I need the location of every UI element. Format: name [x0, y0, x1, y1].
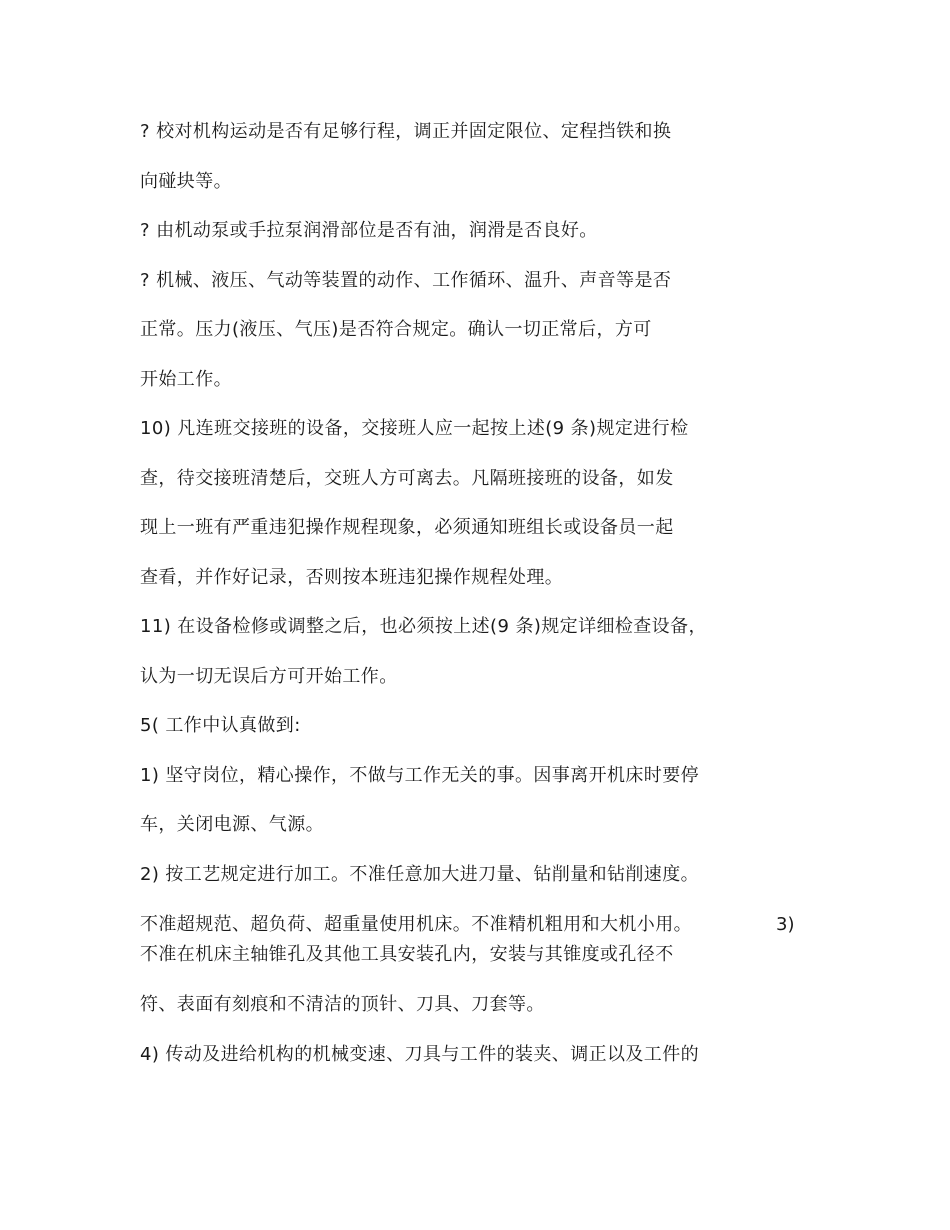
text-line: 现上一班有严重违犯操作规程现象，必须通知班组长或设备员一起 — [140, 517, 674, 538]
text-line: 符、表面有刻痕和不清洁的顶针、刀具、刀套等。 — [140, 994, 545, 1015]
text-line: 开始工作。 — [140, 369, 232, 390]
item-number: 3) — [776, 914, 795, 935]
text-line: 车，关闭电源、气源。 — [140, 814, 324, 835]
text-line: 不准在机床主轴锥孔及其他工具安装孔内，安装与其锥度或孔径不 — [140, 944, 674, 965]
text-line: 10) 凡连班交接班的设备，交接班人应一起按上述(9 条)规定进行检 — [140, 418, 689, 439]
text-line: 4) 传动及进给机构的机械变速、刀具与工件的装夹、调正以及工件的 — [140, 1044, 699, 1065]
text-line: ? 由机动泵或手拉泵润滑部位是否有油，润滑是否良好。 — [140, 220, 598, 241]
text-line: 认为一切无误后方可开始工作。 — [140, 666, 398, 687]
text-line: 2) 按工艺规定进行加工。不准任意加大进刀量、钻削量和钻削速度。 — [140, 864, 699, 885]
text-line: 查，待交接班清楚后，交班人方可离去。凡隔班接班的设备，如发 — [140, 468, 674, 489]
text-line: 1) 坚守岗位，精心操作，不做与工作无关的事。因事离开机床时要停 — [140, 765, 699, 786]
text-line: 正常。压力(液压、气压)是否符合规定。确认一切正常后，方可 — [140, 319, 652, 340]
text-line: 向碰块等。 — [140, 171, 232, 192]
text-line: 查看，并作好记录，否则按本班违犯操作规程处理。 — [140, 567, 564, 588]
section-heading: 5( 工作中认真做到: — [140, 715, 301, 736]
text-line: 11) 在设备检修或调整之后，也必须按上述(9 条)规定详细检查设备， — [140, 616, 707, 637]
text-line: ? 机械、液压、气动等装置的动作、工作循环、温升、声音等是否 — [140, 270, 672, 291]
text-line: ? 校对机构运动是否有足够行程，调正并固定限位、定程挡铁和换 — [140, 121, 672, 142]
text-line: 不准超规范、超负荷、超重量使用机床。不准精机粗用和大机小用。 — [140, 914, 692, 935]
